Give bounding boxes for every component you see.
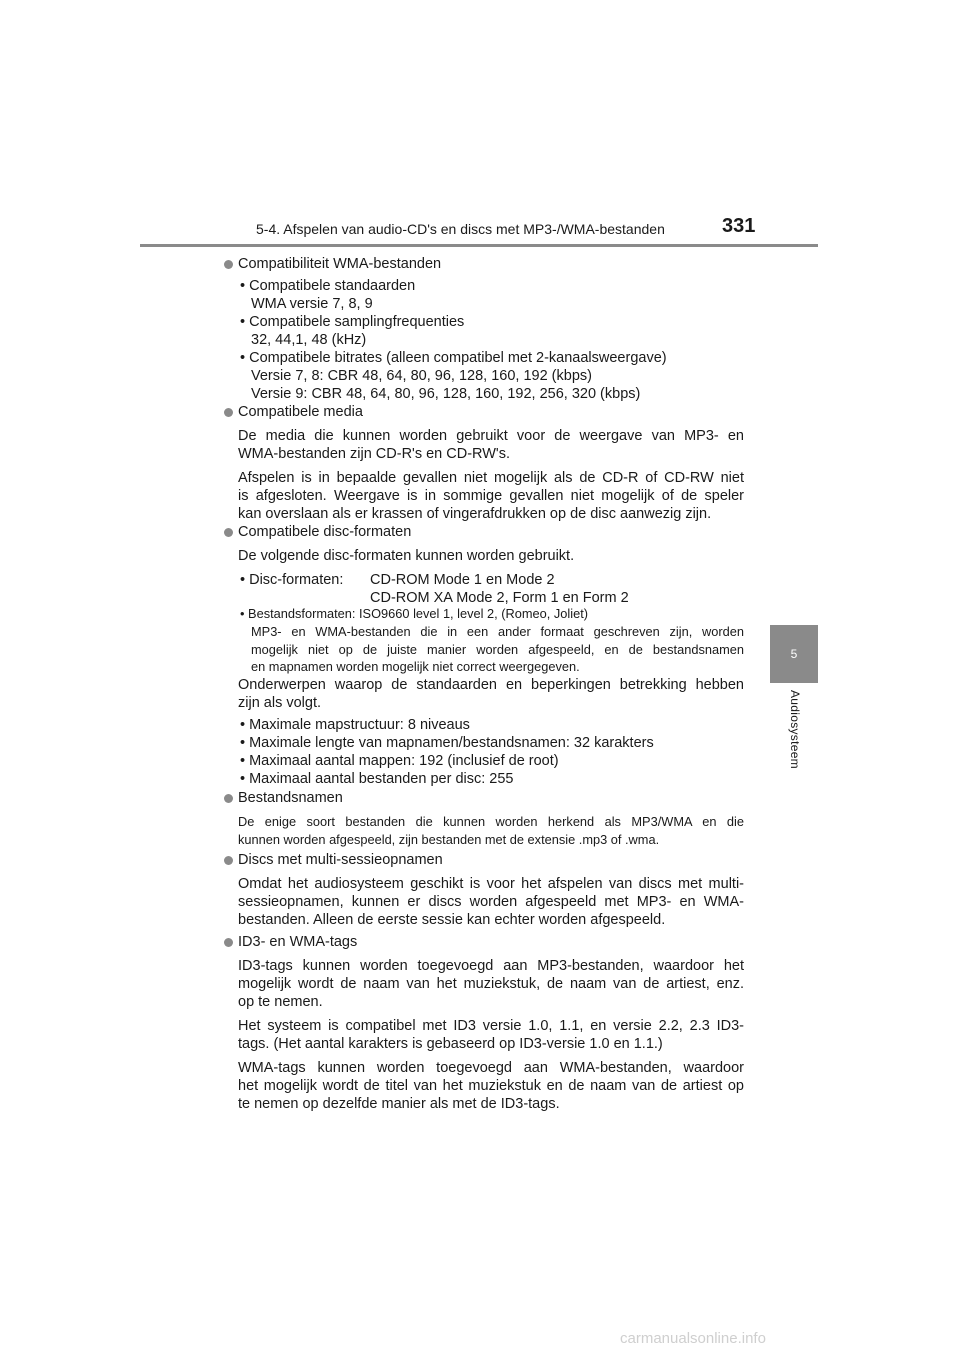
bullet-icon <box>224 260 233 269</box>
section-heading: Compatibele disc-formaten <box>238 524 412 540</box>
page-number: 331 <box>722 215 756 237</box>
paragraph-line: zijn als volgt. <box>238 695 322 711</box>
paragraph-line: te nemen op dezelfde manier als met de ID3-tags. <box>238 1096 560 1112</box>
bullet-icon <box>224 938 233 947</box>
watermark: carmanualsonline.info <box>620 1330 766 1347</box>
list-item: • Compatibele bitrates (alleen compatibel met 2-kanaalsweergave) <box>240 350 667 366</box>
paragraph-line: kan overslaan als er krassen of vingerafdrukken op de disc aanwezig zijn. <box>238 506 712 522</box>
paragraph-line: WMA-bestanden zijn CD-R's en CD-RW's. <box>238 446 510 462</box>
header-title: 5-4. Afspelen van audio-CD's en discs met MP3-/WMA-bestanden <box>256 221 665 237</box>
section-heading: Bestandsnamen <box>238 790 343 806</box>
chapter-tab: 5 <box>770 625 818 683</box>
bullet-icon <box>224 856 233 865</box>
paragraph-line: bestanden. Alleen de eerste sessie kan echter worden afgespeeld. <box>238 912 666 928</box>
section-heading: Discs met multi-sessieopnamen <box>238 852 443 868</box>
paragraph-line: De enige soort bestanden die kunnen worden herkend als MP3/WMA en die <box>238 814 744 829</box>
list-item-value: 32, 44,1, 48 (kHz) <box>251 332 367 348</box>
paragraph-line: het mogelijk wordt de titel van het muziekstuk en de naam van de artiest op <box>238 1078 744 1094</box>
list-item: • Maximaal aantal mappen: 192 (inclusief de root) <box>240 753 559 769</box>
paragraph-line: kunnen worden afgespeeld, zijn bestanden met de extensie .mp3 of .wma. <box>238 832 660 847</box>
section-heading: Compatibiliteit WMA-bestanden <box>238 256 442 272</box>
paragraph-line: tags. (Het aantal karakters is gebaseerd op ID3-versie 1.0 en 1.1.) <box>238 1036 663 1052</box>
paragraph-line: op te nemen. <box>238 994 323 1010</box>
paragraph-line: De media die kunnen worden gebruikt voor de weergave van MP3- en <box>238 428 744 444</box>
paragraph-line: is afgesloten. Weergave is in sommige gevallen niet mogelijk of de speler <box>238 488 744 504</box>
paragraph-line: Afspelen is in bepaalde gevallen niet mogelijk als de CD-R of CD-RW niet <box>238 470 744 486</box>
section-heading: Compatibele media <box>238 404 363 420</box>
note-line: MP3- en WMA-bestanden die in een ander formaat geschreven zijn, worden <box>251 624 744 639</box>
section-heading: ID3- en WMA-tags <box>238 934 358 950</box>
list-item: • Maximale mapstructuur: 8 niveaus <box>240 717 470 733</box>
bullet-icon <box>224 528 233 537</box>
bullet-icon <box>224 794 233 803</box>
note-line: en mapnamen worden mogelijk niet correct weergegeven. <box>251 659 580 674</box>
paragraph-line: sessieopnamen, kunnen er discs worden afgespeeld met MP3- en WMA- <box>238 894 744 910</box>
bullet-icon <box>224 408 233 417</box>
list-item: • Maximale lengte van mapnamen/bestandsnamen: 32 karakters <box>240 735 654 751</box>
paragraph-line: Onderwerpen waarop de standaarden en beperkingen betrekking hebben <box>238 677 744 693</box>
list-item: • Bestandsformaten: ISO9660 level 1, level 2, (Romeo, Joliet) <box>240 606 589 621</box>
list-item-value: Versie 7, 8: CBR 48, 64, 80, 96, 128, 160, 192 (kbps) <box>251 368 592 384</box>
list-item-value: Versie 9: CBR 48, 64, 80, 96, 128, 160, 192, 256, 320 (kbps) <box>251 386 641 402</box>
list-item: • Compatibele samplingfrequenties <box>240 314 465 330</box>
list-item: • Compatibele standaarden <box>240 278 416 294</box>
paragraph-line: ID3-tags kunnen worden toegevoegd aan MP3-bestanden, waardoor het <box>238 958 744 974</box>
paragraph-line: Omdat het audiosysteem geschikt is voor het afspelen van discs met multi- <box>238 876 744 892</box>
list-item: • Maximaal aantal bestanden per disc: 255 <box>240 771 514 787</box>
paragraph-line: De volgende disc-formaten kunnen worden gebruikt. <box>238 548 575 564</box>
list-item: • Disc-formaten: <box>240 572 344 588</box>
paragraph-line: Het systeem is compatibel met ID3 versie 1.0, 1.1, en versie 2.2, 2.3 ID3- <box>238 1018 744 1034</box>
chapter-label: Audiosysteem <box>788 690 802 769</box>
list-item-value: WMA versie 7, 8, 9 <box>251 296 373 312</box>
note-line: mogelijk niet op de juiste manier worden afgespeeld, en de bestandsnamen <box>251 642 744 657</box>
list-item-value: CD-ROM Mode 1 en Mode 2 <box>370 572 555 588</box>
paragraph-line: WMA-tags kunnen worden toegevoegd aan WMA-bestanden, waardoor <box>238 1060 744 1076</box>
paragraph-line: mogelijk wordt de naam van het muziekstuk, de naam van de artiest, enz. <box>238 976 744 992</box>
list-item-value: CD-ROM XA Mode 2, Form 1 en Form 2 <box>370 590 629 606</box>
